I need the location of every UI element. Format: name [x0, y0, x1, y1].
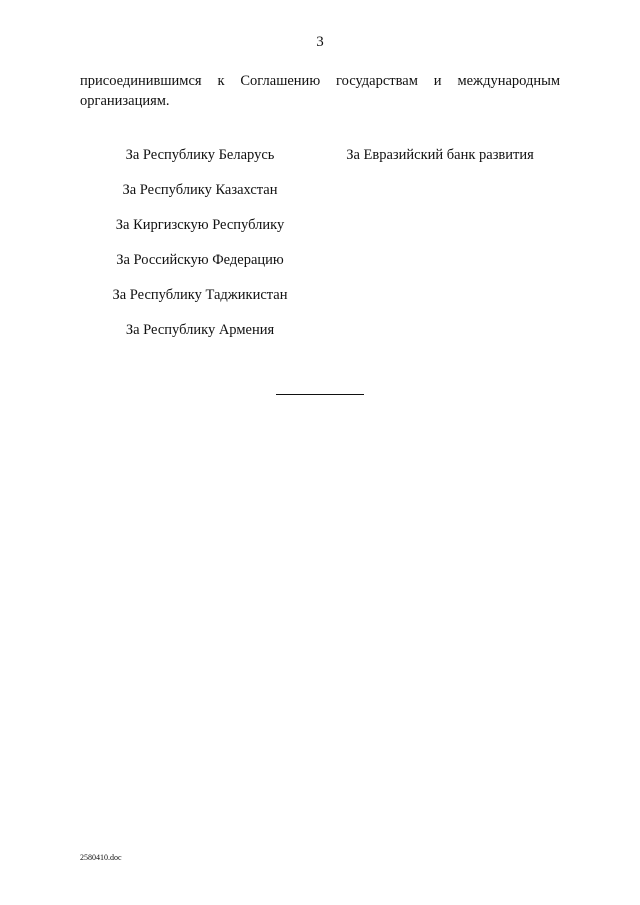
body-paragraph	[80, 71, 560, 111]
body-word: государствам	[336, 73, 418, 89]
signatory-armenia: За Республику Армения	[125, 322, 275, 338]
signatory-tajikistan: За Республику Таджикистан	[112, 287, 288, 303]
end-of-text-rule	[276, 394, 364, 395]
signatory-belarus: За Республику Беларусь	[125, 147, 275, 163]
signatory-russia: За Российскую Федерацию	[116, 252, 284, 268]
body-line-2: организациям.	[80, 93, 170, 109]
body-word: Соглашению	[240, 73, 321, 89]
body-line-1	[80, 71, 560, 91]
page-number: 3	[316, 34, 324, 50]
body-word: и	[433, 73, 442, 89]
footer-file-name: 2580410.doc	[80, 853, 122, 862]
signatory-eurasian-development-bank: За Евразийский банк развития	[346, 147, 534, 163]
body-word: международным	[457, 73, 561, 89]
signatory-kyrgyzstan: За Киргизскую Республику	[115, 217, 285, 233]
signatory-kazakhstan: За Республику Казахстан	[122, 182, 278, 198]
body-word: к	[217, 73, 225, 89]
body-word: присоединившимся	[80, 73, 202, 89]
